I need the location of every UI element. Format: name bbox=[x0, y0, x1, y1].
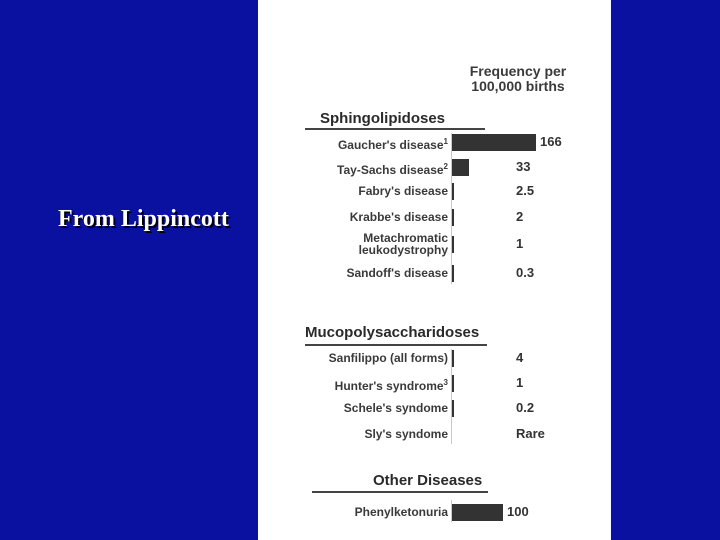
value-label: 1 bbox=[516, 375, 524, 390]
value-label: 2.5 bbox=[516, 183, 535, 198]
disease-label-line: Sanfilippo (all forms) bbox=[328, 351, 448, 365]
disease-label bbox=[258, 267, 448, 279]
bar bbox=[452, 236, 454, 253]
value-label: 166 bbox=[540, 134, 562, 149]
disease-label bbox=[258, 136, 448, 151]
footnote-marker: 3 bbox=[443, 378, 448, 387]
disease-label bbox=[258, 211, 448, 223]
disease-label bbox=[258, 352, 448, 364]
disease-label bbox=[258, 185, 448, 197]
value-label: Rare bbox=[516, 426, 545, 441]
disease-label-line: Sly's syndome bbox=[364, 427, 448, 441]
value-label: 0.2 bbox=[516, 400, 535, 415]
bar bbox=[452, 350, 454, 367]
footnote-marker: 1 bbox=[443, 137, 448, 146]
disease-label-line: Schele's syndome bbox=[343, 401, 448, 415]
chart-panel bbox=[258, 0, 611, 540]
section-title: Other Diseases bbox=[373, 472, 483, 489]
footnote-marker: 2 bbox=[443, 162, 448, 171]
disease-label-line: Fabry's disease bbox=[358, 184, 448, 198]
bar bbox=[452, 400, 454, 417]
disease-label bbox=[258, 232, 448, 256]
disease-label-line: Krabbe's disease bbox=[349, 210, 448, 224]
section-title: Mucopolysaccharidoses bbox=[305, 324, 480, 341]
section-rule bbox=[312, 491, 488, 493]
value-label: 2 bbox=[516, 209, 524, 224]
chart-title-line-2: 100,000 births bbox=[471, 78, 565, 94]
slide-caption: From Lippincott bbox=[58, 206, 229, 232]
section-title: Sphingolipidoses bbox=[320, 110, 446, 127]
disease-label-line: Tay-Sachs disease bbox=[337, 163, 444, 177]
disease-label-line: Hunter's syndrome bbox=[334, 379, 444, 393]
disease-label-line: Metachromatic bbox=[363, 231, 448, 245]
bar bbox=[452, 159, 469, 176]
section-rule bbox=[305, 128, 485, 130]
bar bbox=[452, 209, 454, 226]
value-label: 33 bbox=[516, 159, 531, 174]
bar bbox=[452, 504, 503, 521]
disease-label-line: Gaucher's disease bbox=[337, 138, 444, 152]
disease-label bbox=[258, 402, 448, 414]
disease-label bbox=[258, 428, 448, 440]
value-label: 0.3 bbox=[516, 265, 535, 280]
disease-label-line: Phenylketonuria bbox=[354, 505, 448, 519]
bar bbox=[452, 134, 536, 151]
disease-label bbox=[258, 161, 448, 176]
disease-label-line: leukodystrophy bbox=[358, 243, 448, 257]
bar bbox=[452, 183, 454, 200]
value-label: 4 bbox=[516, 350, 524, 365]
value-label: 1 bbox=[516, 236, 524, 251]
chart-title bbox=[458, 64, 578, 94]
section-rule bbox=[305, 344, 487, 346]
value-label: 100 bbox=[507, 504, 529, 519]
bar bbox=[452, 375, 454, 392]
bar bbox=[452, 265, 454, 282]
disease-label-line: Sandoff's disease bbox=[346, 266, 448, 280]
disease-label bbox=[258, 377, 448, 392]
disease-label bbox=[258, 506, 448, 518]
chart-title-line-1: Frequency per bbox=[469, 63, 567, 79]
